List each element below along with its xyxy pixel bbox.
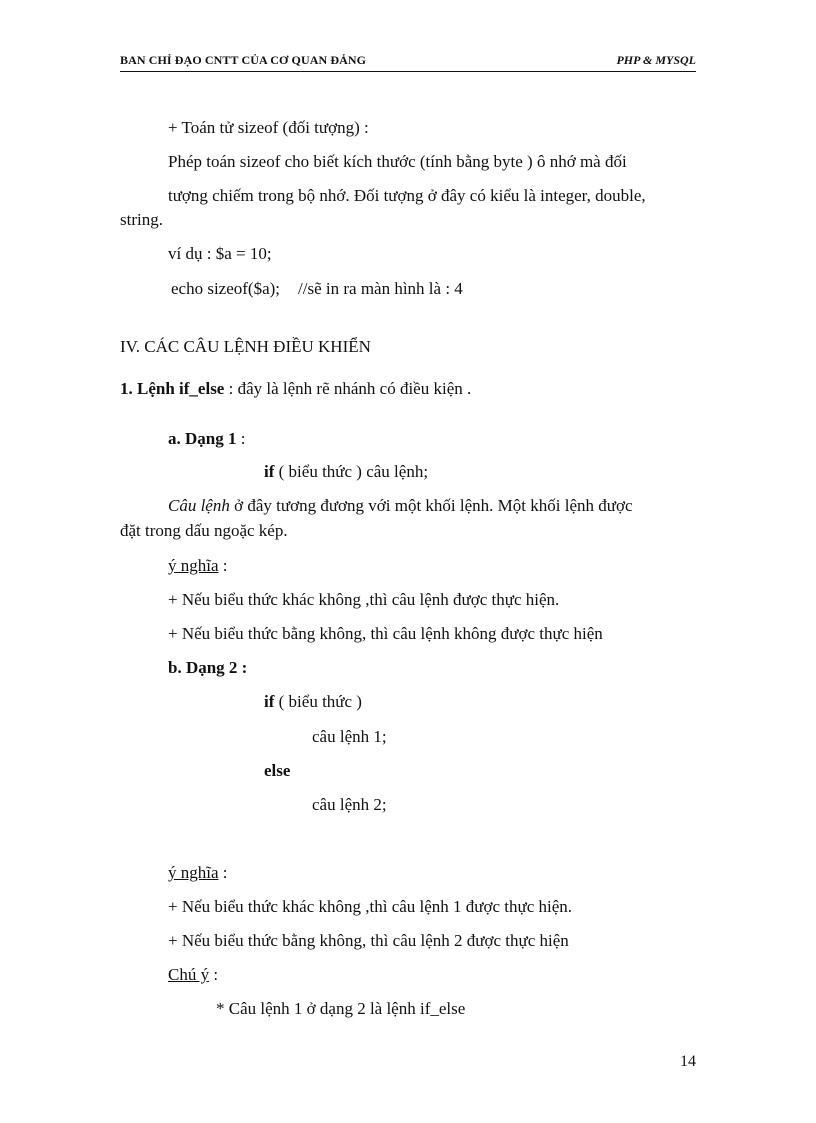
sizeof-description-line-1: Phép toán sizeof cho biết kích thước (tính bằng byte ) ô nhớ mà đối — [168, 152, 627, 171]
form1-syntax: ( biểu thức ) câu lệnh; — [274, 462, 429, 481]
note-colon: : — [209, 965, 219, 984]
example-assignment: ví dụ : $a = 10; — [168, 244, 272, 263]
sizeof-title: + Toán tử sizeof (đối tượng) : — [168, 118, 369, 137]
form2-else-keyword: else — [264, 761, 291, 780]
statement-term: Câu lệnh — [168, 496, 230, 515]
form2-if-keyword: if — [264, 692, 275, 711]
meaning2-line-2: + Nếu biểu thức bằng không, thì câu lệnh 2 được thực hiện — [168, 931, 569, 950]
statement-description: ở đây tương đương với một khối lệnh. Một khối lệnh được — [229, 496, 633, 515]
if-else-description: : đây là lệnh rẽ nhánh có điều kiện . — [224, 379, 472, 398]
header-subject: PHP & MYSQL — [616, 53, 696, 67]
header-organization: BAN CHỈ ĐẠO CNTT CỦA CƠ QUAN ĐẢNG — [120, 53, 367, 67]
meaning1-heading — [168, 556, 228, 576]
example-echo-code: echo sizeof($a); — [171, 279, 281, 298]
form1-colon: : — [236, 429, 246, 448]
form1-if-keyword: if — [264, 462, 275, 481]
note-heading — [168, 965, 218, 985]
if-else-title: 1. Lệnh if_else — [120, 379, 225, 398]
meaning2-colon: : — [218, 863, 228, 882]
form1-heading — [168, 429, 245, 449]
meaning1-colon: : — [218, 556, 228, 575]
form2-statement-1: câu lệnh 1; — [312, 727, 387, 746]
statement-description-line-2: đặt trong dấu ngoặc kép. — [120, 521, 288, 540]
header-divider — [120, 71, 696, 72]
note-text: * Câu lệnh 1 ở dạng 2 là lệnh if_else — [216, 999, 466, 1018]
page-number: 14 — [680, 1053, 696, 1070]
form1-title: a. Dạng 1 — [168, 429, 237, 448]
sizeof-description-line-2: tượng chiếm trong bộ nhớ. Đối tượng ở đây có kiểu là integer, double, — [168, 186, 646, 205]
note-label: Chú ý — [168, 965, 210, 984]
meaning2-line-1: + Nếu biểu thức khác không ,thì câu lệnh 1 được thực hiện. — [168, 897, 573, 916]
section-heading: IV. CÁC CÂU LỆNH ĐIỀU KHIỂN — [120, 337, 371, 356]
meaning1-line-1: + Nếu biểu thức khác không ,thì câu lệnh được thực hiện. — [168, 590, 560, 609]
meaning1-line-2: + Nếu biểu thức bằng không, thì câu lệnh không được thực hiện — [168, 624, 603, 643]
form1-syntax-line — [264, 462, 428, 482]
form2-condition: ( biểu thức ) — [274, 692, 362, 711]
if-else-heading — [120, 379, 471, 399]
meaning1-label: ý nghĩa — [168, 556, 219, 575]
form2-statement-2: câu lệnh 2; — [312, 795, 387, 814]
form2-if-line — [264, 692, 362, 712]
statement-description-line-1 — [168, 496, 633, 516]
example-echo-line — [171, 279, 463, 299]
meaning2-heading — [168, 863, 228, 883]
meaning2-label: ý nghĩa — [168, 863, 219, 882]
example-echo-comment: //sẽ in ra màn hình là : 4 — [298, 279, 463, 298]
sizeof-description-line-3: string. — [120, 210, 163, 229]
form2-title: b. Dạng 2 : — [168, 658, 248, 677]
